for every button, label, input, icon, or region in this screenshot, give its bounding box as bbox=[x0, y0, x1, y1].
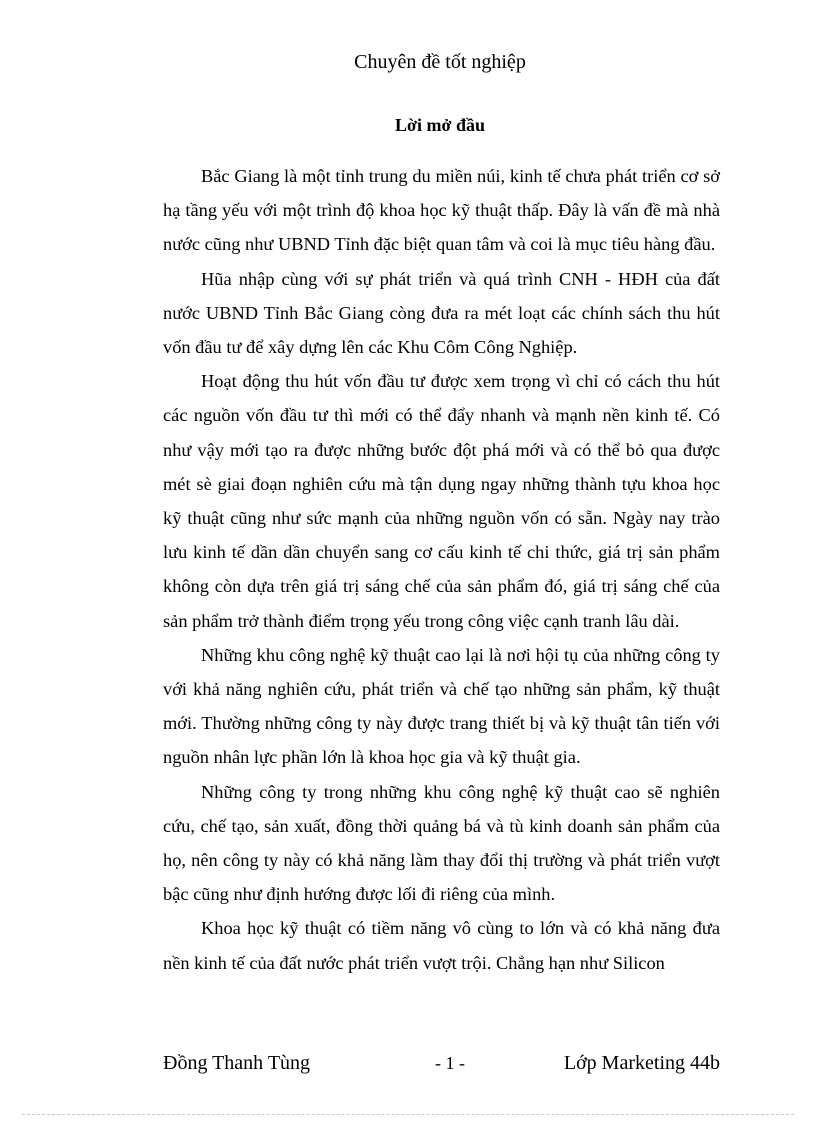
paragraph: Bắc Giang là một tỉnh trung du miền núi, kinh tế chưa phát triển cơ sở hạ tầng yếu với một trình độ khoa học kỹ thuật thấp. Đây là vấn đề mà nhà nước cũng như UBND Tỉnh đặc biệt quan tâm và coi là mục tiêu hàng đầu. bbox=[163, 166, 720, 255]
footer-author: Đồng Thanh Tùng bbox=[163, 1052, 311, 1074]
footer-page-number: - 1 - bbox=[435, 1053, 465, 1073]
header-title: Chuyên đề tốt nghiệp bbox=[354, 51, 526, 73]
paragraph: Những công ty trong những khu công nghệ kỹ thuật cao sẽ nghiên cứu, chế tạo, sản xuất, đồng thời quảng bá và tù kinh doanh sản phẩm của họ, nên công ty này có khả năng làm thay đổi thị trường và phát triển vượt bậc cũng như định hướng được lối đi riêng của mình. bbox=[163, 781, 720, 905]
paragraph: Hoạt động thu hút vốn đầu tư được xem trọng vì chỉ có cách thu hút các nguồn vốn đầu tư thì mới có thể đẩy nhanh và mạnh nền kinh tế. Có như vậy mới tạo ra được những bước đột phá mới và có thể bỏ qua được mét sè giai đoạn nghiên cứu mà tận dụng ngay những thành tựu khoa học kỹ thuật cũng như sức mạnh của những nguồn vốn có sẵn. Ngày nay trào lưu kinh tế dần dần chuyển sang cơ cấu kinh tế chi thức, giá trị sản phẩm không còn dựa trên giá trị sáng chế của sản phẩm đó, giá trị sáng chế của sản phẩm trở thành điểm trọng yếu trong công việc cạnh tranh lâu dài. bbox=[163, 371, 720, 631]
paragraph: Những khu công nghệ kỹ thuật cao lại là nơi hội tụ của những công ty với khả năng nghiên cứu, phát triển và chế tạo những sản phẩm, kỹ thuật mới. Thường những công ty này được trang thiết bị và kỹ thuật tân tiến với nguồn nhân lực phần lớn là khoa học gia và kỹ thuật gia. bbox=[163, 644, 720, 768]
paragraph: Hũa nhập cùng với sự phát triển và quá trình CNH - HĐH của đất nước UBND Tỉnh Bắc Giang còng đưa ra mét loạt các chính sách thu hút vốn đầu tư để xây dựng lên các Khu Côm Công Nghiệp. bbox=[163, 268, 720, 358]
page-boundary-divider bbox=[22, 1114, 794, 1115]
footer-class-name: Lớp Marketing 44b bbox=[563, 1052, 720, 1074]
body-text bbox=[163, 159, 720, 980]
section-title: Lời mở đầu bbox=[395, 115, 485, 135]
paragraph: Khoa học kỹ thuật có tiềm năng vô cùng to lớn và có khả năng đưa nền kinh tế của đất nước phát triển vượt trội. Chẳng hạn như Silicon bbox=[163, 918, 720, 973]
page-footer bbox=[163, 1049, 720, 1077]
